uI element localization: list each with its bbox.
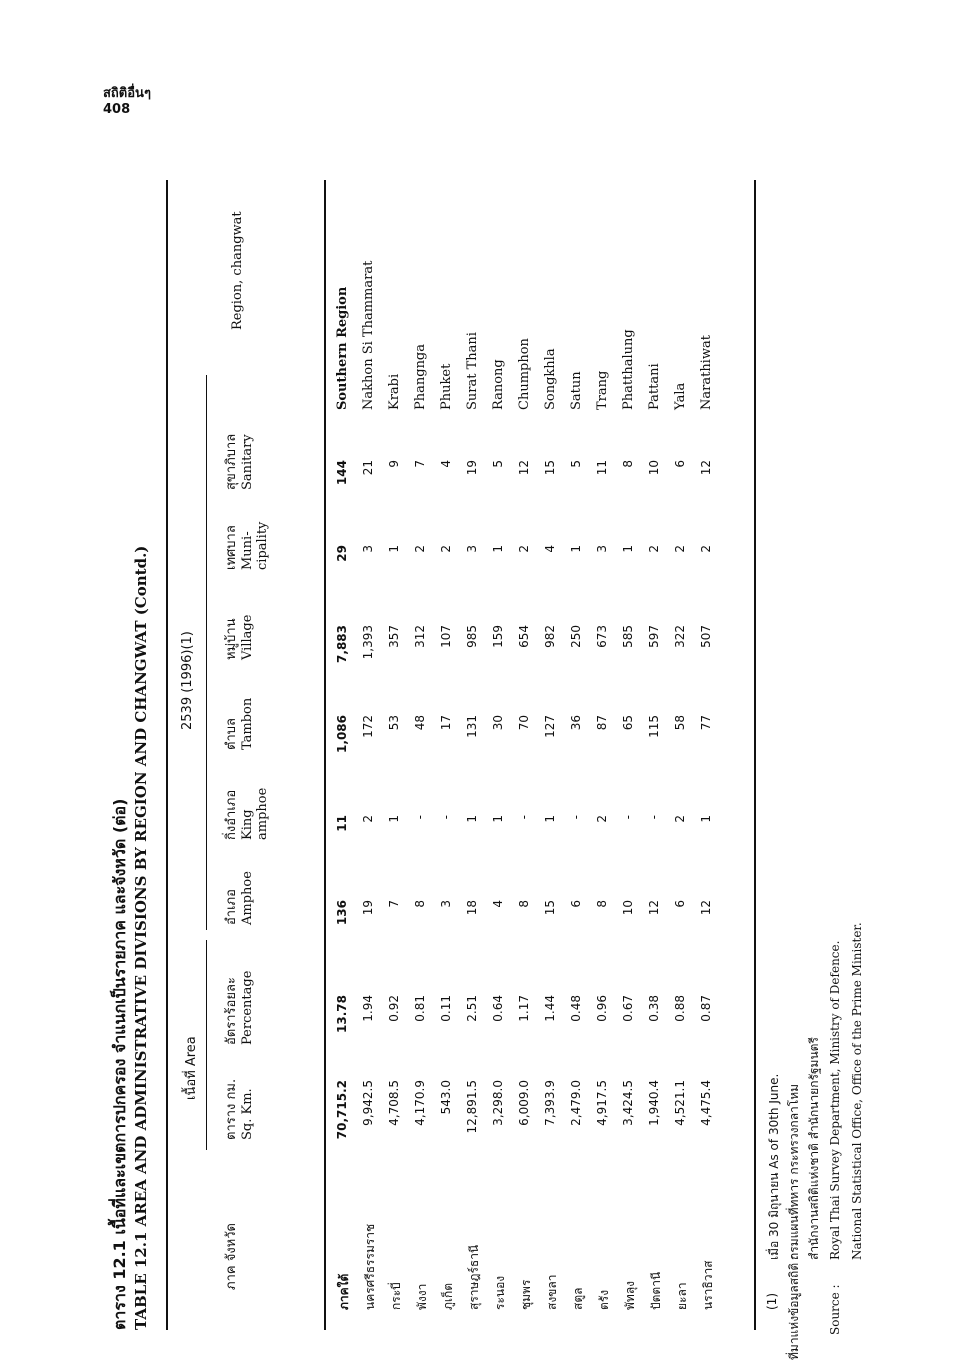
cell-pct: 0.87 <box>699 995 713 1022</box>
source-en-label: Source : <box>828 1284 842 1335</box>
table-row <box>621 170 647 1330</box>
col-pct-th: อัตราร้อยละ <box>224 977 239 1045</box>
cell-amphoe: 18 <box>465 900 479 916</box>
cell-sqkm: 2,479.0 <box>569 1080 583 1126</box>
cell-pct: 0.81 <box>413 995 427 1022</box>
cell-king: - <box>621 815 635 820</box>
cell-amphoe: 3 <box>439 900 453 908</box>
cell-tambon: 48 <box>413 715 427 731</box>
row-name-th: ปัตตานี <box>649 1271 663 1310</box>
cell-amphoe: 4 <box>491 900 505 908</box>
cell-amphoe: 8 <box>413 900 427 908</box>
cell-sanitary: 21 <box>361 460 375 476</box>
row-name-en: Phatthalung <box>621 329 636 410</box>
cell-sqkm: 3,424.5 <box>621 1080 635 1126</box>
cell-village: 322 <box>673 625 687 648</box>
cell-muni: 1 <box>569 545 583 553</box>
admin-underline <box>206 375 207 930</box>
cell-muni: 2 <box>647 545 661 553</box>
cell-muni: 1 <box>491 545 505 553</box>
col-muni-en: Muni- cipality <box>240 521 270 570</box>
table-row <box>335 170 361 1330</box>
table-row <box>491 170 517 1330</box>
row-name-en: Surat Thani <box>465 332 480 410</box>
col-muni-th: เทศบาล <box>224 525 239 570</box>
source-th-label: ที่มาแห่งข้อมูลสถิติ : <box>787 1255 801 1360</box>
row-name-th: ระนอง <box>493 1275 507 1310</box>
col-pct-en: Percentage <box>240 970 255 1045</box>
cell-pct: 0.11 <box>439 995 453 1022</box>
row-name-en: Songkhla <box>543 348 558 410</box>
cell-tambon: 127 <box>543 715 557 738</box>
cell-king: 1 <box>387 815 401 823</box>
cell-sanitary: 8 <box>621 460 635 468</box>
footnote-marker: (1) <box>765 1293 779 1310</box>
cell-tambon: 131 <box>465 715 479 738</box>
cell-tambon: 30 <box>491 715 505 731</box>
cell-sanitary: 10 <box>647 460 661 476</box>
cell-tambon: 87 <box>595 715 609 731</box>
row-name-th: พังงา <box>415 1283 429 1310</box>
cell-village: 654 <box>517 625 531 648</box>
col-amphoe-th: อำเภอ <box>224 889 239 925</box>
cell-amphoe: 6 <box>673 900 687 908</box>
cell-village: 507 <box>699 625 713 648</box>
area-underline <box>206 940 207 1150</box>
table-row <box>569 170 595 1330</box>
cell-muni: 4 <box>543 545 557 553</box>
cell-pct: 0.88 <box>673 995 687 1022</box>
cell-village: 597 <box>647 625 661 648</box>
row-name-th: สุราษฎร์ธานี <box>467 1244 481 1310</box>
cell-pct: 0.48 <box>569 995 583 1022</box>
cell-sanitary: 4 <box>439 460 453 468</box>
cell-village: 7,883 <box>335 625 349 663</box>
col-tambon-en: Tambon <box>240 697 255 750</box>
source-en-2: National Statistical Office, Office of the Prime Minister. <box>850 922 864 1260</box>
cell-sanitary: 144 <box>335 460 349 486</box>
cell-sqkm: 4,521.1 <box>673 1080 687 1126</box>
cell-tambon: 53 <box>387 715 401 731</box>
col-region-en: Region, changwat <box>230 211 245 330</box>
row-name-en: Trang <box>595 370 610 410</box>
cell-muni: 3 <box>465 545 479 553</box>
row-name-en: Southern Region <box>335 286 350 410</box>
cell-king: 1 <box>465 815 479 823</box>
cell-amphoe: 12 <box>699 900 713 916</box>
cell-pct: 0.38 <box>647 995 661 1022</box>
cell-sqkm: 9,942.5 <box>361 1080 375 1126</box>
table-row <box>699 170 725 1330</box>
cell-village: 250 <box>569 625 583 648</box>
cell-king: 1 <box>491 815 505 823</box>
cell-village: 982 <box>543 625 557 648</box>
col-village-en: Village <box>240 614 255 660</box>
cell-village: 585 <box>621 625 635 648</box>
cell-sqkm: 3,298.0 <box>491 1080 505 1126</box>
row-name-en: Phuket <box>439 363 454 410</box>
cell-tambon: 58 <box>673 715 687 731</box>
cell-tambon: 17 <box>439 715 453 731</box>
cell-sanitary: 6 <box>673 460 687 468</box>
cell-king: 11 <box>335 815 349 832</box>
cell-sanitary: 5 <box>569 460 583 468</box>
cell-sanitary: 19 <box>465 460 479 476</box>
cell-amphoe: 8 <box>595 900 609 908</box>
cell-king: - <box>439 815 453 820</box>
row-name-en: Satun <box>569 371 584 410</box>
row-name-th: ยะลา <box>675 1282 689 1310</box>
header-rule <box>324 180 326 1330</box>
cell-sanitary: 7 <box>413 460 427 468</box>
cell-sanitary: 12 <box>517 460 531 476</box>
cell-pct: 1.17 <box>517 995 531 1022</box>
cell-tambon: 36 <box>569 715 583 731</box>
cell-king: - <box>569 815 583 820</box>
cell-pct: 0.92 <box>387 995 401 1022</box>
cell-sqkm: 4,917.5 <box>595 1080 609 1126</box>
cell-pct: 1.44 <box>543 995 557 1022</box>
col-village-th: หมู่บ้าน <box>224 618 239 660</box>
cell-amphoe: 19 <box>361 900 375 916</box>
col-region-th: ภาค จังหวัด <box>224 1223 239 1290</box>
col-sqkm-en: Sq. Km. <box>240 1088 255 1140</box>
cell-king: 1 <box>699 815 713 823</box>
table-row <box>543 170 569 1330</box>
row-name-en: Chumphon <box>517 338 532 410</box>
cell-village: 312 <box>413 625 427 648</box>
cell-pct: 0.96 <box>595 995 609 1022</box>
cell-village: 107 <box>439 625 453 648</box>
cell-amphoe: 7 <box>387 900 401 908</box>
cell-muni: 1 <box>621 545 635 553</box>
col-sanitary-en: Sanitary <box>240 434 255 490</box>
col-sanitary-th: สุขาภิบาล <box>224 433 239 490</box>
row-name-en: Ranong <box>491 359 506 410</box>
cell-pct: 0.64 <box>491 995 505 1022</box>
cell-king: 1 <box>543 815 557 823</box>
cell-amphoe: 136 <box>335 900 349 926</box>
cell-sanitary: 9 <box>387 460 401 468</box>
source-th-1: กรมแผนที่ทหาร กระทรวงกลาโหม <box>787 1083 801 1260</box>
cell-sanitary: 12 <box>699 460 713 476</box>
cell-sqkm: 6,009.0 <box>517 1080 531 1126</box>
col-sqkm-th: ตาราง กม. <box>224 1078 239 1140</box>
table-row <box>387 170 413 1330</box>
row-name-th: กระบี่ <box>389 1282 403 1310</box>
row-name-th: นราธิวาส <box>701 1260 715 1310</box>
cell-village: 673 <box>595 625 609 648</box>
table-row <box>673 170 699 1330</box>
cell-muni: 2 <box>673 545 687 553</box>
cell-muni: 2 <box>413 545 427 553</box>
source-th-2: สำนักงานสถิติแห่งชาติ สำนักนายกรัฐมนตรี <box>807 1037 821 1260</box>
cell-king: 2 <box>361 815 375 823</box>
cell-sanitary: 5 <box>491 460 505 468</box>
cell-pct: 13.78 <box>335 995 349 1033</box>
table-title-english: TABLE 12.1 AREA AND ADMINISTRATIVE DIVISIONS BY REGION AND CHANGWAT (Contd.) <box>132 545 150 1330</box>
cell-king: - <box>647 815 661 820</box>
cell-sqkm: 70,715.2 <box>335 1080 349 1140</box>
cell-village: 1,393 <box>361 625 375 660</box>
cell-amphoe: 15 <box>543 900 557 916</box>
cell-muni: 1 <box>387 545 401 553</box>
cell-muni: 2 <box>699 545 713 553</box>
table-row <box>517 170 543 1330</box>
cell-pct: 2.51 <box>465 995 479 1022</box>
cell-tambon: 77 <box>699 715 713 731</box>
cell-amphoe: 10 <box>621 900 635 916</box>
row-name-th: พัทลุง <box>623 1280 637 1310</box>
col-tambon-th: ตำบล <box>224 718 239 750</box>
cell-tambon: 65 <box>621 715 635 731</box>
cell-amphoe: 8 <box>517 900 531 908</box>
row-name-th: ตรัง <box>597 1289 611 1310</box>
cell-tambon: 172 <box>361 715 375 738</box>
cell-tambon: 1,086 <box>335 715 349 753</box>
cell-muni: 2 <box>439 545 453 553</box>
bottom-rule <box>754 180 756 1330</box>
row-name-th: ชุมพร <box>519 1279 533 1310</box>
cell-king: - <box>413 815 427 820</box>
cell-sqkm: 7,393.9 <box>543 1080 557 1126</box>
col-king-en: King amphoe <box>240 787 270 840</box>
cell-amphoe: 6 <box>569 900 583 908</box>
footnote: เมื่อ 30 มิถุนายน As of 30th June. <box>767 1073 781 1260</box>
table-row <box>361 170 387 1330</box>
table-row <box>595 170 621 1330</box>
table-row <box>439 170 465 1330</box>
row-name-th: นครศรีธรรมราช <box>363 1223 377 1310</box>
col-amphoe-en: Amphoe <box>240 871 255 925</box>
cell-muni: 29 <box>335 545 349 562</box>
row-name-en: Pattani <box>647 363 662 410</box>
cell-muni: 3 <box>595 545 609 553</box>
cell-king: 2 <box>595 815 609 823</box>
section-label: สถิติอื่นๆ <box>103 86 151 101</box>
row-name-en: Narathiwat <box>699 335 714 410</box>
cell-sanitary: 11 <box>595 460 609 476</box>
row-name-th: ภาคใต้ <box>337 1273 351 1310</box>
cell-tambon: 70 <box>517 715 531 731</box>
table-row <box>647 170 673 1330</box>
top-rule <box>166 180 168 1330</box>
row-name-th: สตูล <box>571 1287 585 1310</box>
source-en-1: Royal Thai Survey Department, Ministry of Defence. <box>828 940 842 1260</box>
col-area-group: เนื้อที่ Area <box>184 1036 199 1100</box>
cell-muni: 2 <box>517 545 531 553</box>
rotated-table-page <box>60 100 864 1360</box>
row-name-th: ภูเก็ต <box>441 1282 455 1310</box>
cell-king: 2 <box>673 815 687 823</box>
table-row <box>465 170 491 1330</box>
cell-sqkm: 543.0 <box>439 1080 453 1115</box>
cell-pct: 1.94 <box>361 995 375 1022</box>
cell-tambon: 115 <box>647 715 661 738</box>
cell-village: 159 <box>491 625 505 648</box>
cell-sqkm: 1,940.4 <box>647 1080 661 1126</box>
row-name-en: Phangnga <box>413 343 428 410</box>
row-name-en: Krabi <box>387 373 402 410</box>
cell-pct: 0.67 <box>621 995 635 1022</box>
cell-village: 985 <box>465 625 479 648</box>
row-name-en: Yala <box>673 382 688 410</box>
page-number: 408 <box>103 102 131 117</box>
row-name-en: Nakhon Si Thammarat <box>361 260 376 410</box>
cell-amphoe: 12 <box>647 900 661 916</box>
table-row <box>413 170 439 1330</box>
cell-sqkm: 4,170.9 <box>413 1080 427 1126</box>
cell-sqkm: 4,475.4 <box>699 1080 713 1126</box>
cell-sqkm: 4,708.5 <box>387 1080 401 1126</box>
cell-muni: 3 <box>361 545 375 553</box>
cell-village: 357 <box>387 625 401 648</box>
table-title-thai: ตาราง 12.1 เนื้อที่และเขตการปกครอง จำแนกเป็นรายภาค และจังหวัด (ต่อ) <box>110 798 129 1330</box>
cell-sanitary: 15 <box>543 460 557 476</box>
row-name-th: สงขลา <box>545 1274 559 1310</box>
col-admin-group: 2539 (1996)(1) <box>180 631 195 730</box>
col-king-th: กิ่งอำเภอ <box>224 789 239 840</box>
cell-king: - <box>517 815 531 820</box>
cell-sqkm: 12,891.5 <box>465 1080 479 1134</box>
